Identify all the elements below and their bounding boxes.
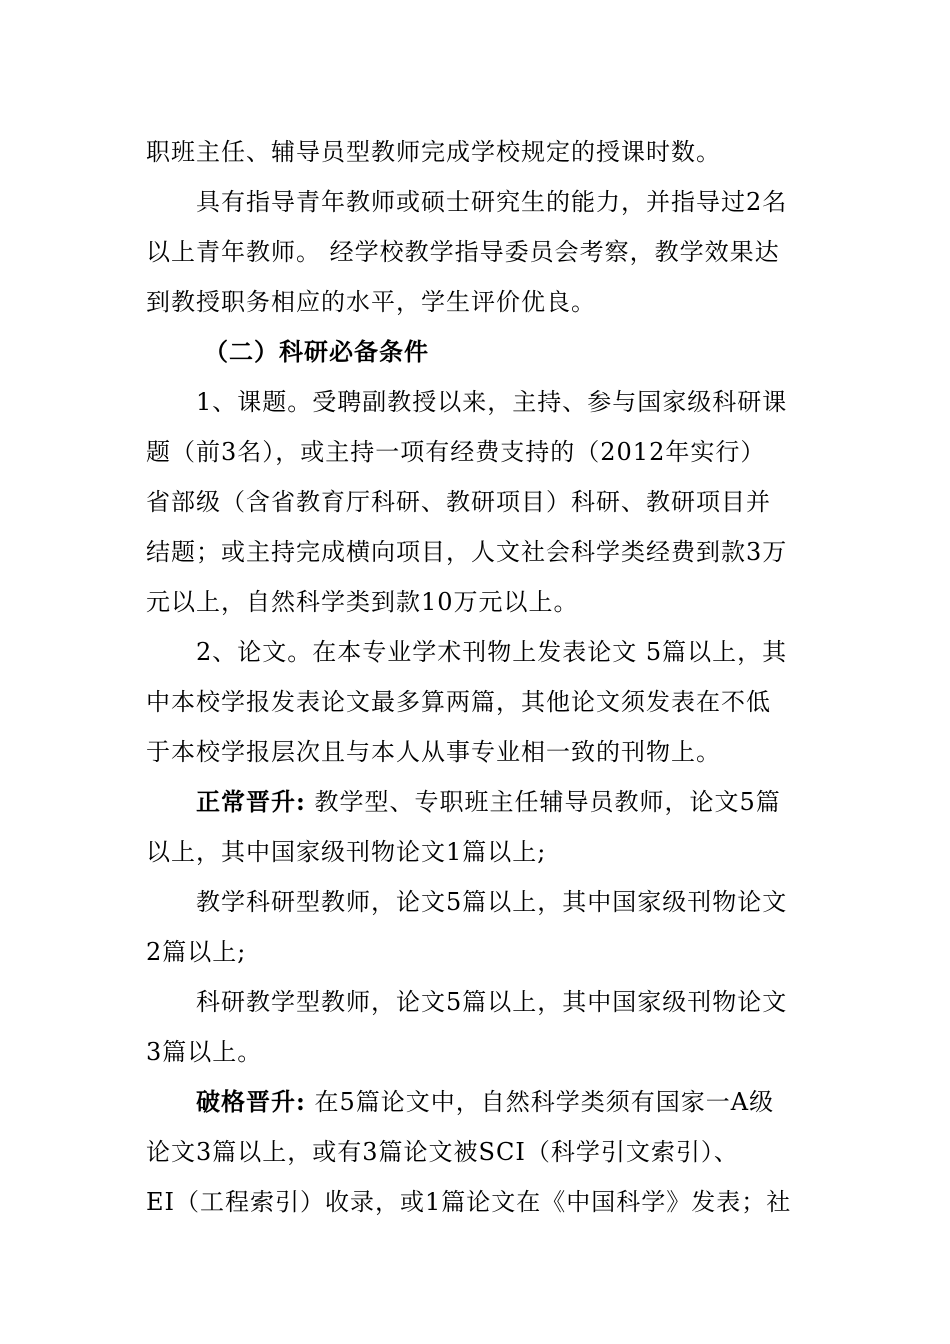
paragraph-line [146,827,806,877]
line-text: 中本校学报发表论文最多算两篇，其他论文须发表在不低 [146,688,771,716]
line-text: 教学型、专职班主任辅导员教师，论文5篇 [305,788,781,816]
line-text: 于本校学报层次且与本人从事专业相一致的刊物上。 [146,738,721,766]
line-text: 具有指导青年教师或硕士研究生的能力，并指导过2名 [196,188,788,216]
paragraph-line [146,577,806,627]
paragraph-line [146,1077,806,1127]
line-text: 到教授职务相应的水平，学生评价优良。 [146,288,596,316]
paragraph-line [146,477,806,527]
line-text: 省部级（含省教育厅科研、教研项目）科研、教研项目并 [146,488,771,516]
line-text: 以上，其中国家级刊物论文1篇以上; [146,838,547,866]
paragraph-line [146,527,806,577]
paragraph-line [146,927,806,977]
line-text: 结题；或主持完成横向项目，人文社会科学类经费到款3万 [146,538,788,566]
bold-label: 破格晋升: [196,1087,306,1116]
paragraph-line [146,777,806,827]
paragraph-line [146,1177,806,1227]
line-text: 2、论文。在本专业学术刊物上发表论文 5篇以上，其 [196,638,788,666]
paragraph-line [146,227,806,277]
paragraph-line [146,427,806,477]
paragraph-line [146,1027,806,1077]
paragraph-line [146,277,806,327]
paragraph-line [146,377,806,427]
document-page [146,127,806,1227]
line-text: 元以上，自然科学类到款10万元以上。 [146,588,579,616]
line-text: 教学科研型教师，论文5篇以上，其中国家级刊物论文 [196,888,788,916]
paragraph-line [146,177,806,227]
line-text: 职班主任、辅导员型教师完成学校规定的授课时数。 [146,138,721,166]
line-text: 科研教学型教师，论文5篇以上，其中国家级刊物论文 [196,988,788,1016]
paragraph-line [146,127,806,177]
line-text: 2篇以上; [146,938,247,966]
bold-label: （二）科研必备条件 [204,337,429,366]
bold-label: 正常晋升: [196,787,306,816]
line-text: 在5篇论文中，自然科学类须有国家一A级 [305,1088,775,1116]
line-text: 1、课题。受聘副教授以来，主持、参与国家级科研课 [196,388,788,416]
section-heading [146,327,806,377]
line-text: 以上青年教师。 经学校教学指导委员会考察，教学效果达 [146,238,780,266]
line-text: EI（工程索引）收录，或1篇论文在《中国科学》发表；社 [146,1188,792,1216]
line-text: 题（前3名），或主持一项有经费支持的（2012年实行） [146,438,766,466]
paragraph-line [146,1127,806,1177]
paragraph-line [146,677,806,727]
line-text: 3篇以上。 [146,1038,263,1066]
paragraph-line [146,627,806,677]
paragraph-line [146,877,806,927]
line-text: 论文3篇以上，或有3篇论文被SCI（科学引文索引）、 [146,1138,739,1166]
paragraph-line [146,977,806,1027]
paragraph-line [146,727,806,777]
